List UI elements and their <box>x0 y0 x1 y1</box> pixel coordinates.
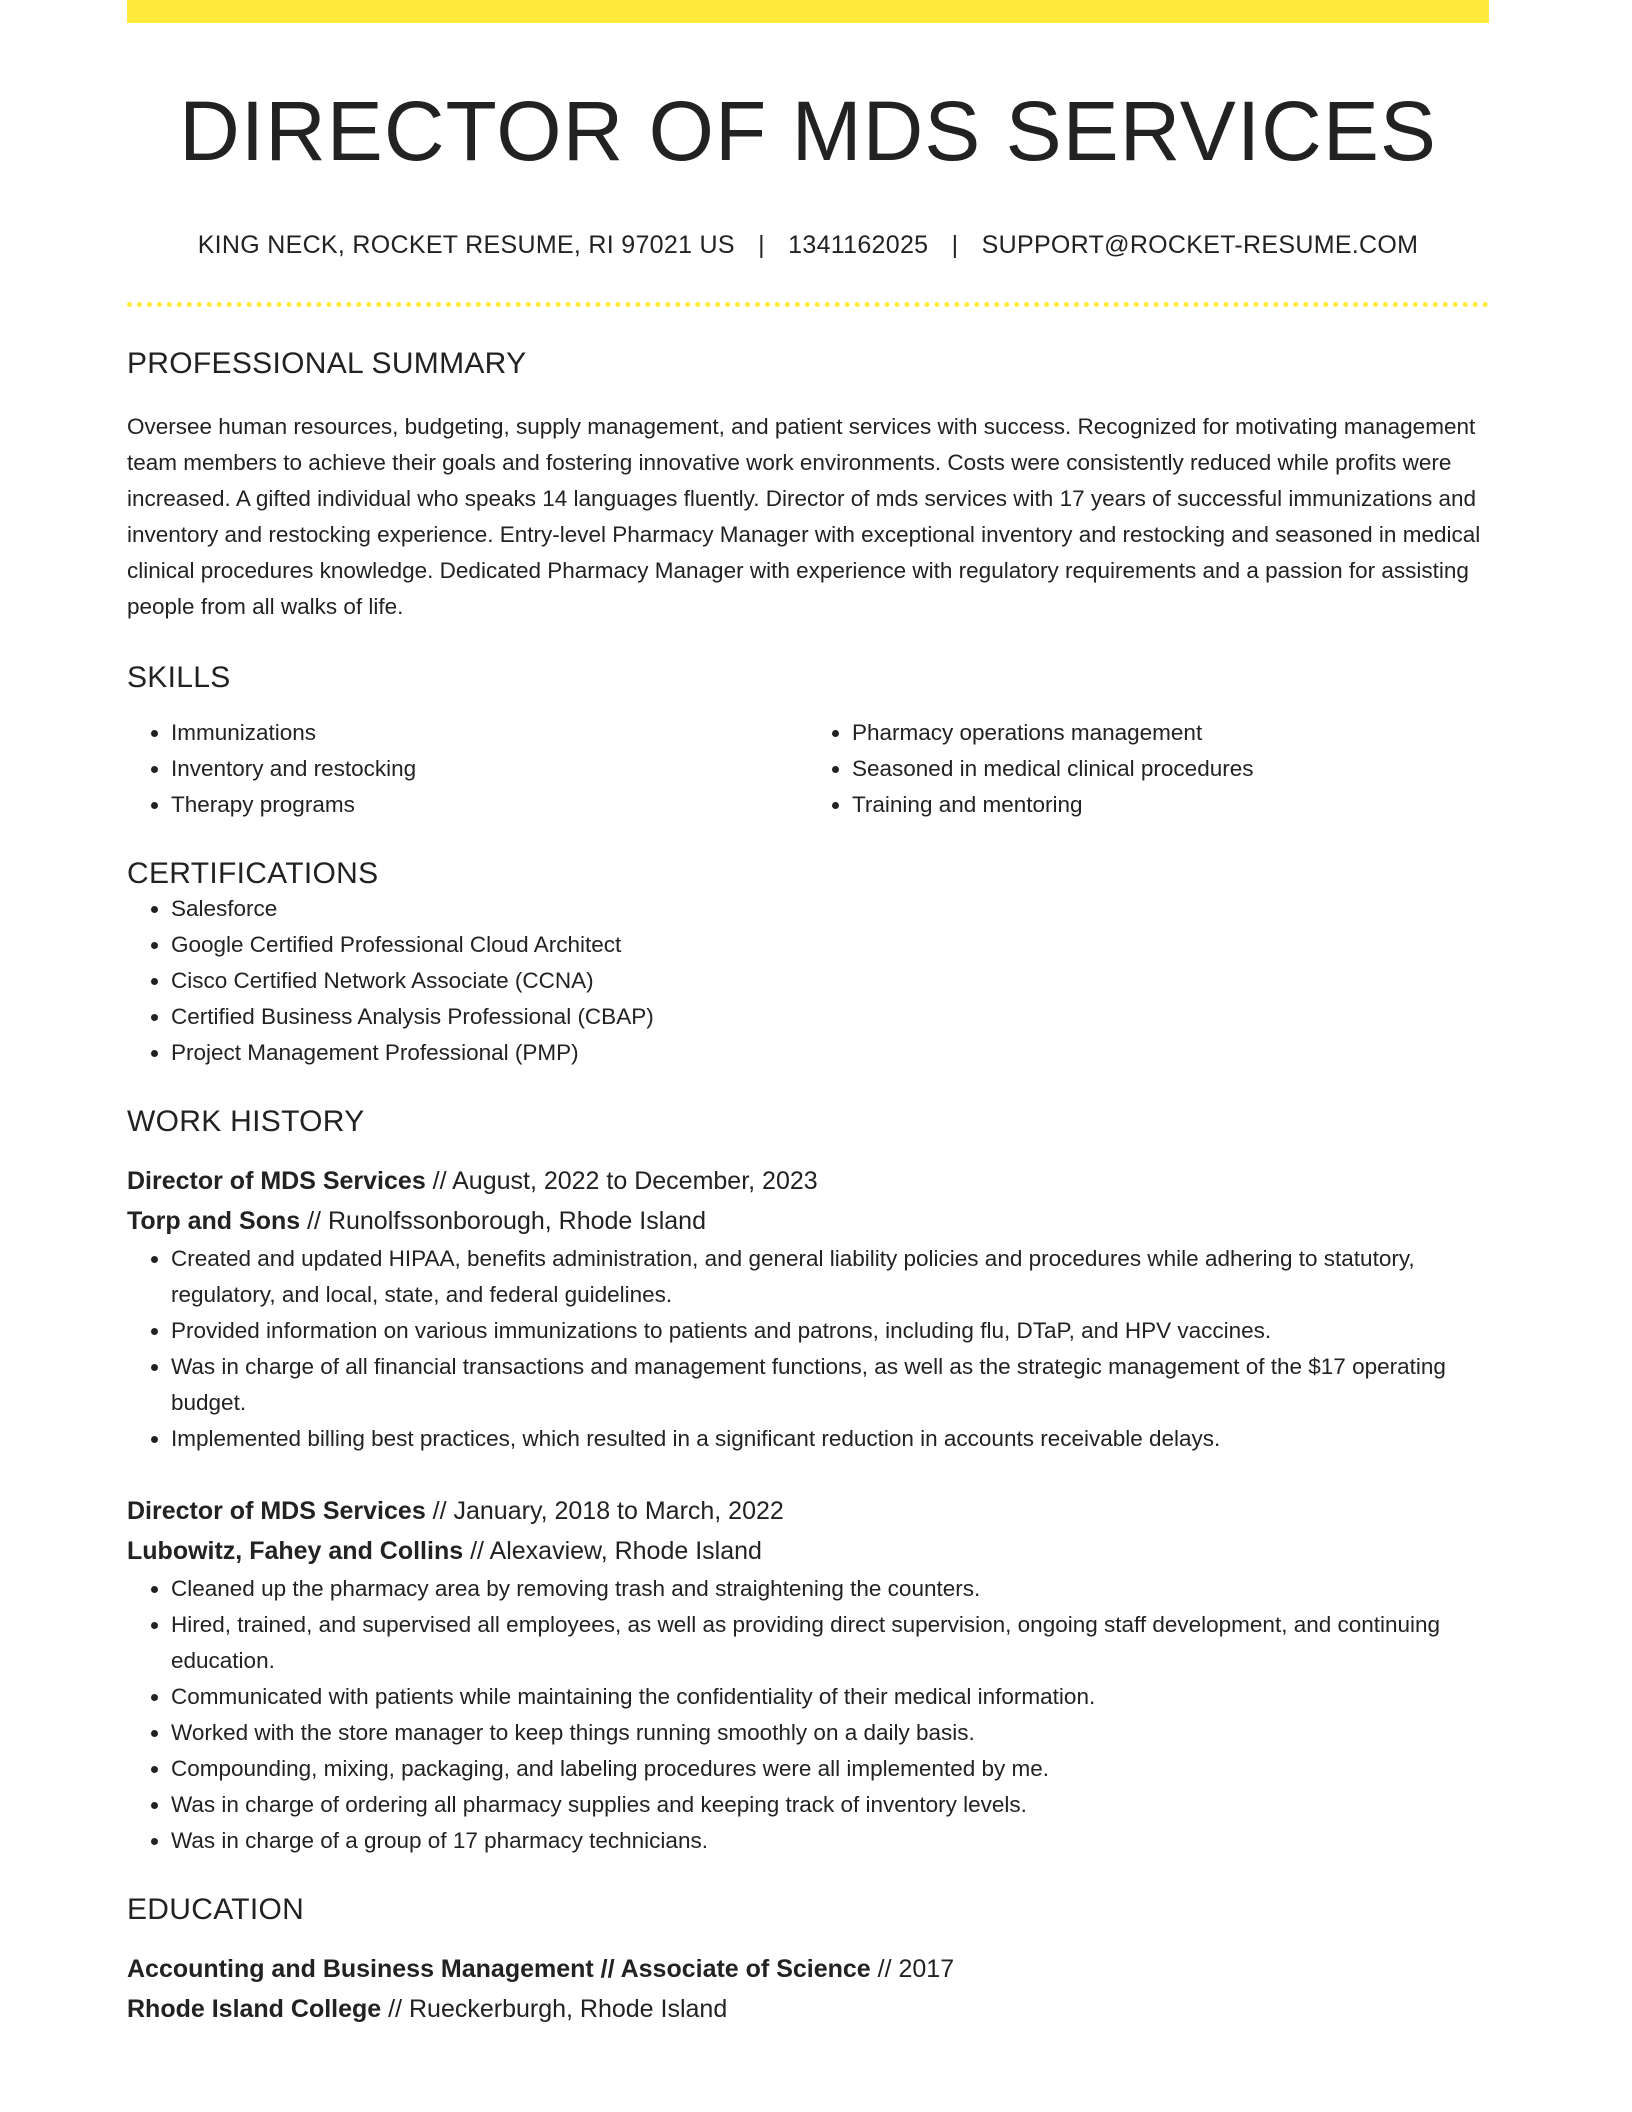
job-bullet: • Provided information on various immunizations to patients and patrons, including flu, DTaP, and HPV vaccines. <box>171 1313 1489 1349</box>
education-degree: Accounting and Business Management // Associate of Science <box>127 1955 871 1984</box>
job-location: // Runolfssonborough, Rhode Island <box>300 1207 706 1236</box>
education-degree-line <box>127 1949 1489 1989</box>
job-entry <box>127 1161 1489 1457</box>
dotted-divider <box>127 302 1489 307</box>
contact-address: KING NECK, ROCKET RESUME, RI 97021 US <box>197 231 735 260</box>
skill-item: • Therapy programs <box>171 787 808 823</box>
skills-columns <box>127 715 1489 823</box>
education-location: // Rueckerburgh, Rhode Island <box>381 1995 728 2024</box>
summary-text: Oversee human resources, budgeting, supply management, and patient services with success. Recognized for motivating management team members to achieve their goals and fostering innovative work environments. Costs were consistently reduced while profits were increased. A gifted individual who speaks 14 languages fluently. Director of mds services with 17 years of successful immunizations and inventory and restocking experience. Entry-level Pharmacy Manager with exceptional inventory and restocking and seasoned in medical clinical procedures knowledge. Dedicated Pharmacy Manager with experience with regulatory requirements and a passion for assisting people from all walks of life. <box>127 414 1481 620</box>
contact-email[interactable]: SUPPORT@ROCKET-RESUME.COM <box>981 231 1419 260</box>
job-bullets <box>127 1571 1489 1859</box>
skills-heading: SKILLS <box>127 661 231 695</box>
job-bullet: • Implemented billing best practices, which resulted in a significant reduction in accounts receivable delays. <box>171 1421 1489 1457</box>
skills-list-left <box>127 715 808 823</box>
skills-list-right <box>808 715 1489 823</box>
job-company-line <box>127 1201 1489 1241</box>
job-bullet: • Hired, trained, and supervised all employees, as well as providing direct supervision, ongoing staff development, and continuing education. <box>171 1607 1489 1679</box>
resume-page <box>127 0 1489 2029</box>
job-dates: // August, 2022 to December, 2023 <box>425 1167 818 1196</box>
job-bullet: • Created and updated HIPAA, benefits administration, and general liability policies and procedures while adhering to statutory, regulatory, and local, state, and federal guidelines. <box>171 1241 1489 1313</box>
job-title-line <box>127 1161 1489 1201</box>
job-bullet: • Communicated with patients while maintaining the confidentiality of their medical information. <box>171 1679 1489 1715</box>
job-bullet: • Was in charge of a group of 17 pharmacy technicians. <box>171 1823 1489 1859</box>
certification-item: • Google Certified Professional Cloud Architect <box>171 927 1489 963</box>
education-year: // 2017 <box>870 1955 955 1984</box>
skill-item: • Immunizations <box>171 715 808 751</box>
certification-item: • Salesforce <box>171 891 1489 927</box>
job-bullet: • Worked with the store manager to keep things running smoothly on a daily basis. <box>171 1715 1489 1751</box>
job-bullet: • Was in charge of ordering all pharmacy supplies and keeping track of inventory levels. <box>171 1787 1489 1823</box>
work-history-heading: WORK HISTORY <box>127 1105 365 1139</box>
summary-heading: PROFESSIONAL SUMMARY <box>127 347 527 381</box>
contact-phone[interactable]: 1341162025 <box>788 231 929 260</box>
job-company: Lubowitz, Fahey and Collins <box>127 1537 464 1566</box>
job-bullet: • Cleaned up the pharmacy area by removing trash and straightening the counters. <box>171 1571 1489 1607</box>
skill-item: • Pharmacy operations management <box>852 715 1489 751</box>
contact-line <box>127 231 1489 260</box>
job-entry <box>127 1491 1489 1859</box>
skill-item: • Training and mentoring <box>852 787 1489 823</box>
resume-name: DIRECTOR OF MDS SERVICES <box>179 84 1437 178</box>
certifications-list <box>127 891 1489 1071</box>
contact-separator: | <box>951 231 959 260</box>
certification-item: • Cisco Certified Network Associate (CCNA) <box>171 963 1489 999</box>
certifications-heading: CERTIFICATIONS <box>127 857 379 891</box>
education-entry <box>127 1949 1489 2029</box>
certification-item: • Project Management Professional (PMP) <box>171 1035 1489 1071</box>
contact-separator: | <box>758 231 765 260</box>
job-bullets <box>127 1241 1489 1457</box>
job-location: // Alexaview, Rhode Island <box>463 1537 762 1566</box>
education-heading: EDUCATION <box>127 1893 305 1927</box>
job-company-line <box>127 1531 1489 1571</box>
job-dates: // January, 2018 to March, 2022 <box>425 1497 784 1526</box>
certification-item: • Certified Business Analysis Professional (CBAP) <box>171 999 1489 1035</box>
accent-top-bar <box>127 0 1489 23</box>
job-bullet: • Was in charge of all financial transactions and management functions, as well as the strategic management of the $17 operating budget. <box>171 1349 1489 1421</box>
job-title-line <box>127 1491 1489 1531</box>
education-school-line <box>127 1989 1489 2029</box>
job-company: Torp and Sons <box>127 1207 301 1236</box>
education-school: Rhode Island College <box>127 1995 382 2024</box>
job-role: Director of MDS Services <box>127 1497 426 1526</box>
skill-item: • Inventory and restocking <box>171 751 808 787</box>
job-role: Director of MDS Services <box>127 1167 426 1196</box>
skill-item: • Seasoned in medical clinical procedures <box>852 751 1489 787</box>
job-bullet: • Compounding, mixing, packaging, and labeling procedures were all implemented by me. <box>171 1751 1489 1787</box>
